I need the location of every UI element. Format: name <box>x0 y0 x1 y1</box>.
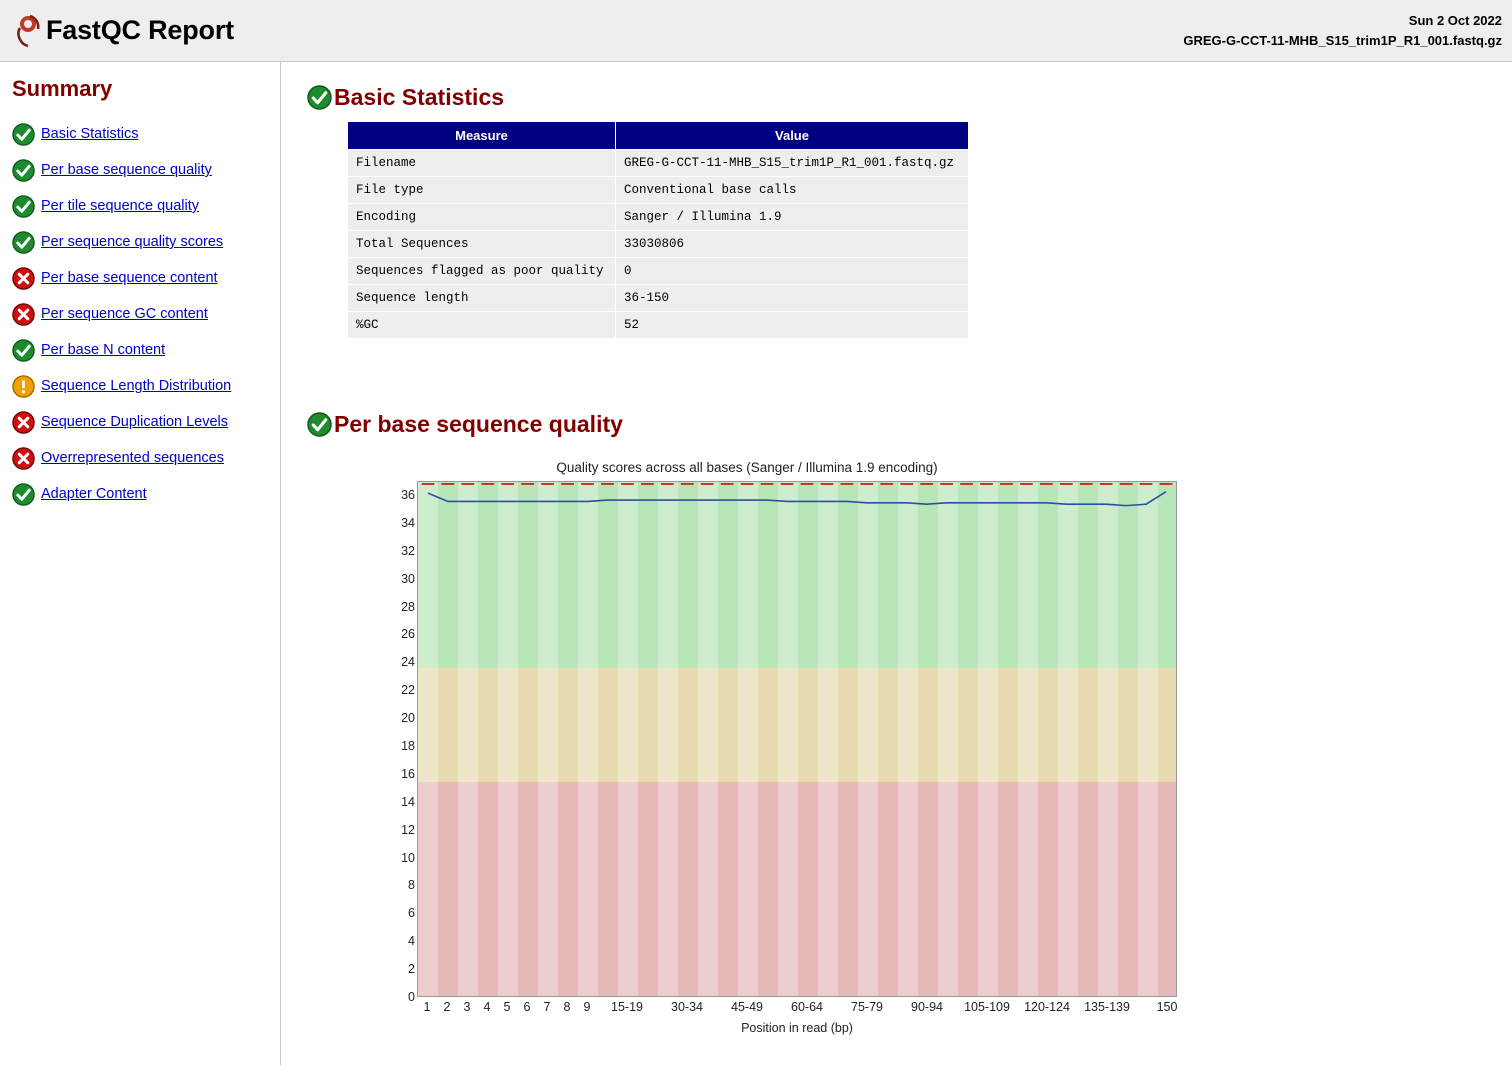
x-axis-tick: 15-19 <box>611 1000 643 1014</box>
y-axis-tick: 24 <box>401 655 415 670</box>
sidebar-item-sequence-length-distribution[interactable] <box>12 368 280 404</box>
cell-measure: Sequences flagged as poor quality <box>348 258 616 285</box>
cell-measure: Sequence length <box>348 285 616 312</box>
sidebar-item-per-base-sequence-content[interactable] <box>12 260 280 296</box>
report-filename: GREG-G-CCT-11-MHB_S15_trim1P_R1_001.fastq.gz <box>1183 32 1502 48</box>
per-base-sequence-quality-chart <box>347 460 1512 1035</box>
header-meta <box>1183 11 1502 50</box>
x-axis-tick: 9 <box>583 1000 591 1014</box>
tick-icon <box>12 159 35 182</box>
y-axis <box>347 481 415 1004</box>
cross-icon <box>12 303 35 326</box>
x-axis-tick: 8 <box>563 1000 571 1014</box>
y-axis-tick: 0 <box>408 990 415 1004</box>
x-axis-tick: 45-49 <box>731 1000 763 1014</box>
y-axis-tick: 10 <box>401 850 415 865</box>
y-axis-tick: 20 <box>401 711 415 726</box>
sidebar-item-label: Overrepresented sequences <box>41 450 224 466</box>
cell-value: 33030806 <box>616 231 969 258</box>
mean-quality-series <box>418 482 1176 996</box>
summary-heading: Summary <box>12 76 113 101</box>
y-axis-tick: 16 <box>401 766 415 781</box>
tick-icon <box>12 483 35 506</box>
y-axis-tick: 18 <box>401 738 415 753</box>
y-axis-tick: 34 <box>401 515 415 530</box>
sidebar-item-per-tile-sequence-quality[interactable] <box>12 188 280 224</box>
x-axis-tick: 5 <box>503 1000 511 1014</box>
table-row <box>348 312 969 339</box>
sidebar-item-label: Per base sequence content <box>41 270 218 286</box>
y-axis-tick: 22 <box>401 683 415 698</box>
warning-icon <box>12 375 35 398</box>
cross-icon <box>12 267 35 290</box>
x-axis-tick: 6 <box>523 1000 531 1014</box>
cross-icon <box>12 411 35 434</box>
x-axis-tick: 60-64 <box>791 1000 823 1014</box>
plot-canvas <box>417 481 1177 997</box>
x-axis-tick: 4 <box>483 1000 491 1014</box>
tick-icon <box>12 195 35 218</box>
page-title: FastQC Report <box>46 15 234 45</box>
cell-value: 36-150 <box>616 285 969 312</box>
sidebar-item-per-sequence-quality-scores[interactable] <box>12 224 280 260</box>
sidebar-item-label: Per sequence GC content <box>41 306 208 322</box>
cell-measure: File type <box>348 177 616 204</box>
sidebar-item-label: Sequence Duplication Levels <box>41 414 229 430</box>
x-axis-tick: 30-34 <box>671 1000 703 1014</box>
sidebar-item-label: Basic Statistics <box>41 126 139 142</box>
table-header-row <box>348 122 969 150</box>
cell-value: GREG-G-CCT-11-MHB_S15_trim1P_R1_001.fastq.gz <box>616 150 969 177</box>
cell-measure: Filename <box>348 150 616 177</box>
fastqc-logo-icon <box>14 14 44 48</box>
x-axis-tick: 7 <box>543 1000 551 1014</box>
x-axis-tick: 105-109 <box>964 1000 1010 1014</box>
main-content <box>281 62 1512 1065</box>
tick-icon <box>12 231 35 254</box>
y-axis-tick: 30 <box>401 571 415 586</box>
x-axis-tick: 2 <box>443 1000 451 1014</box>
sidebar-item-label: Per tile sequence quality <box>41 198 199 214</box>
module-title: Per base sequence quality <box>334 411 623 437</box>
x-axis-tick: 90-94 <box>911 1000 943 1014</box>
sidebar-item-label: Per sequence quality scores <box>41 234 224 250</box>
tick-icon <box>12 123 35 146</box>
chart-title: Quality scores across all bases (Sanger / Illumina 1.9 encoding) <box>556 460 938 475</box>
chart-area <box>347 481 1178 1035</box>
y-axis-tick: 14 <box>401 794 415 809</box>
table-row <box>348 231 969 258</box>
x-axis-tick: 1 <box>423 1000 431 1014</box>
y-axis-tick: 36 <box>401 487 415 502</box>
table-row <box>348 177 969 204</box>
x-axis-tick: 135-139 <box>1084 1000 1130 1014</box>
y-axis-tick: 4 <box>408 934 415 949</box>
y-axis-tick: 26 <box>401 627 415 642</box>
module-title: Basic Statistics <box>334 84 505 110</box>
sidebar-item-sequence-duplication-levels[interactable] <box>12 404 280 440</box>
column-header-value: Value <box>616 122 969 150</box>
page-header <box>0 0 1512 62</box>
cell-value: 52 <box>616 312 969 339</box>
sidebar <box>0 62 281 1065</box>
cross-icon <box>12 447 35 470</box>
module-header-basic-statistics <box>307 84 1512 111</box>
sidebar-item-per-sequence-gc-content[interactable] <box>12 296 280 332</box>
x-axis <box>417 1000 1177 1020</box>
table-row <box>348 204 969 231</box>
y-axis-tick: 12 <box>401 822 415 837</box>
y-axis-tick: 32 <box>401 543 415 558</box>
y-axis-tick: 28 <box>401 599 415 614</box>
table-row <box>348 258 969 285</box>
sidebar-item-label: Per base N content <box>41 342 166 358</box>
sidebar-item-overrepresented-sequences[interactable] <box>12 440 280 476</box>
x-axis-tick: 120-124 <box>1024 1000 1070 1014</box>
page-body <box>0 62 1512 1065</box>
cell-value: Sanger / Illumina 1.9 <box>616 204 969 231</box>
y-axis-tick: 8 <box>408 878 415 893</box>
sidebar-item-label: Per base sequence quality <box>41 162 212 178</box>
module-header-per-base-sequence-quality <box>307 411 1512 438</box>
sidebar-item-per-base-n-content[interactable] <box>12 332 280 368</box>
cell-measure: %GC <box>348 312 616 339</box>
header-left-group <box>14 14 234 48</box>
cell-measure: Total Sequences <box>348 231 616 258</box>
table-row <box>348 150 969 177</box>
report-date: Sun 2 Oct 2022 <box>1408 13 1502 28</box>
y-axis-tick: 6 <box>408 906 415 921</box>
table-row <box>348 285 969 312</box>
x-axis-tick: 3 <box>463 1000 471 1014</box>
tick-icon <box>12 339 35 362</box>
basic-statistics-table <box>347 121 969 339</box>
y-axis-tick: 2 <box>408 962 415 977</box>
sidebar-item-per-base-sequence-quality[interactable] <box>12 152 280 188</box>
sidebar-item-label: Adapter Content <box>41 486 147 502</box>
cell-value: 0 <box>616 258 969 285</box>
sidebar-item-adapter-content[interactable] <box>12 476 280 512</box>
cell-value: Conventional base calls <box>616 177 969 204</box>
x-axis-tick: 75-79 <box>851 1000 883 1014</box>
sidebar-item-label: Sequence Length Distribution <box>41 378 232 394</box>
tick-icon <box>307 412 332 437</box>
cell-measure: Encoding <box>348 204 616 231</box>
x-axis-label: Position in read (bp) <box>741 1021 853 1035</box>
tick-icon <box>307 85 332 110</box>
column-header-measure: Measure <box>348 122 616 150</box>
x-axis-tick: 150 <box>1156 1000 1178 1014</box>
sidebar-item-basic-statistics[interactable] <box>12 116 280 152</box>
